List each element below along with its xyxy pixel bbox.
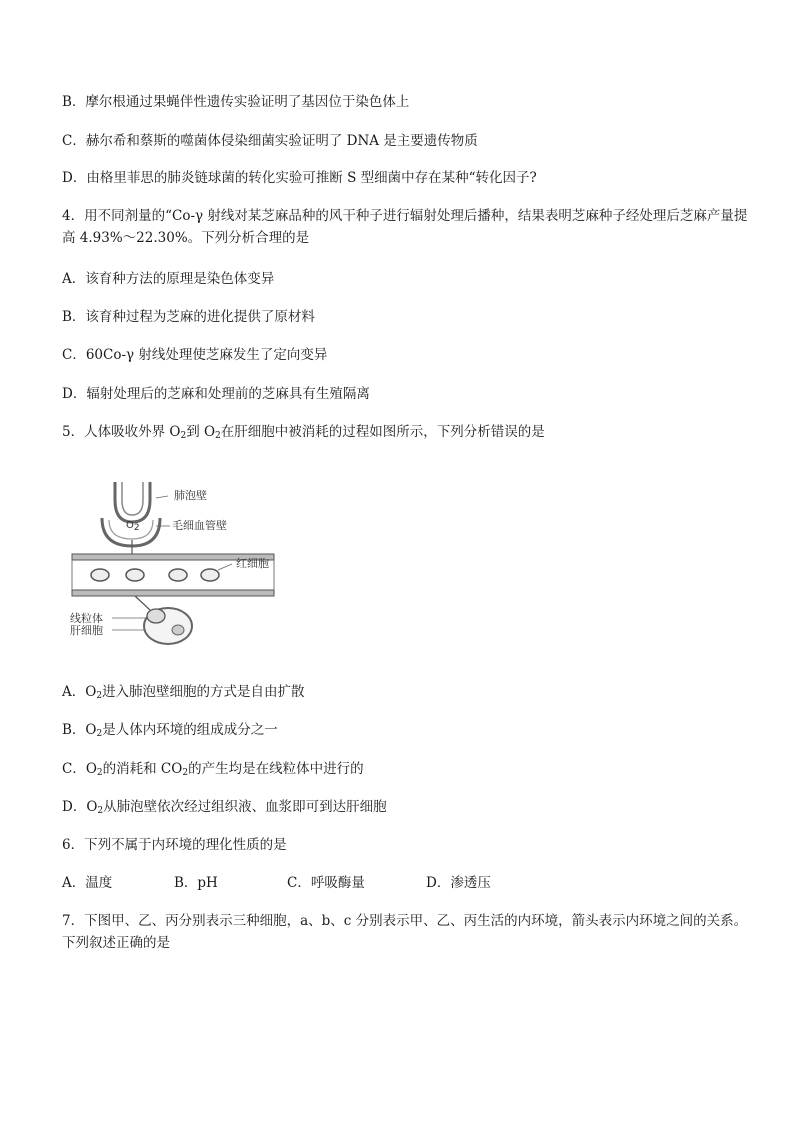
alveolus-wall-outer <box>115 482 150 522</box>
q4-stem: 4．用不同剂量的“Co-γ 射线对某芝麻品种的风干种子进行辐射处理后播种，结果表明芝麻种子经处理后芝麻产量提高 4.93%～22.30%。下列分析合理的是 <box>62 208 748 246</box>
q5-option-d: D．$O_2$从肺泡壁依次经过组织液、血浆即可到达肝细胞 <box>62 799 387 816</box>
alveolus-wall-inner <box>122 482 143 515</box>
q6-options <box>62 873 754 893</box>
label-liver-cell: 肝细胞 <box>70 624 103 637</box>
q3-option-b: B．摩尔根通过果蝇伴性遗传实验证明了基因位于染色体上 <box>62 94 410 110</box>
q6-option-b: B．pH <box>174 875 218 891</box>
red-blood-cell <box>91 569 109 581</box>
q4-option-c: C．60Co-γ 射线处理使芝麻发生了定向变异 <box>62 347 328 363</box>
red-blood-cell <box>201 569 219 581</box>
label-alveolus-wall: 肺泡壁 <box>174 489 207 502</box>
q6-option-d: D．渗透压 <box>426 875 491 891</box>
q5-option-c: C．$O_2$的消耗和 $CO_2$的产生均是在线粒体中进行的 <box>62 761 364 778</box>
q3-option-c: C．赫尔希和蔡斯的噬菌体侵染细菌实验证明了 DNA 是主要遗传物质 <box>62 133 478 149</box>
red-blood-cell <box>126 569 144 581</box>
label-red-blood-cell: 红细胞 <box>236 557 269 570</box>
q5-option-a: A．$O_2$进入肺泡壁细胞的方式是自由扩散 <box>62 684 305 701</box>
q5-figure <box>60 478 290 658</box>
q4-option-b: B．该育种过程为芝麻的进化提供了原材料 <box>62 309 315 325</box>
q5-stem: 5．人体吸收外界 $O_2$到 $O_2$在肝细胞中被消耗的过程如图所示，下列分析错误的是 <box>62 424 545 441</box>
q6-option-c: C．呼吸酶量 <box>287 875 365 891</box>
q6-stem: 6．下列不属于内环境的理化性质的是 <box>62 837 287 853</box>
label-capillary-wall: 毛细血管壁 <box>172 519 227 532</box>
mitochondrion <box>147 609 165 623</box>
q6-option-a: A．温度 <box>62 875 113 891</box>
q4-option-a: A．该育种方法的原理是染色体变异 <box>62 271 275 287</box>
label-o2: $O_2$ <box>126 520 140 533</box>
capillary-wall-bottom <box>72 590 274 596</box>
q5-option-b: B．$O_2$是人体内环境的组成成分之一 <box>62 722 278 739</box>
q7-stem: 7．下图甲、乙、丙分别表示三种细胞，a、b、c 分别表示甲、乙、丙生活的内环境，箭头表示内环境之间的关系。下列叙述正确的是 <box>62 913 748 951</box>
q3-option-d: D．由格里菲思的肺炎链球菌的转化实验可推断 S 型细菌中存在某种“转化因子? <box>62 170 537 186</box>
label-mitochondrion: 线粒体 <box>70 612 103 625</box>
red-blood-cell <box>169 569 187 581</box>
q4-option-d: D．辐射处理后的芝麻和处理前的芝麻具有生殖隔离 <box>62 386 370 402</box>
